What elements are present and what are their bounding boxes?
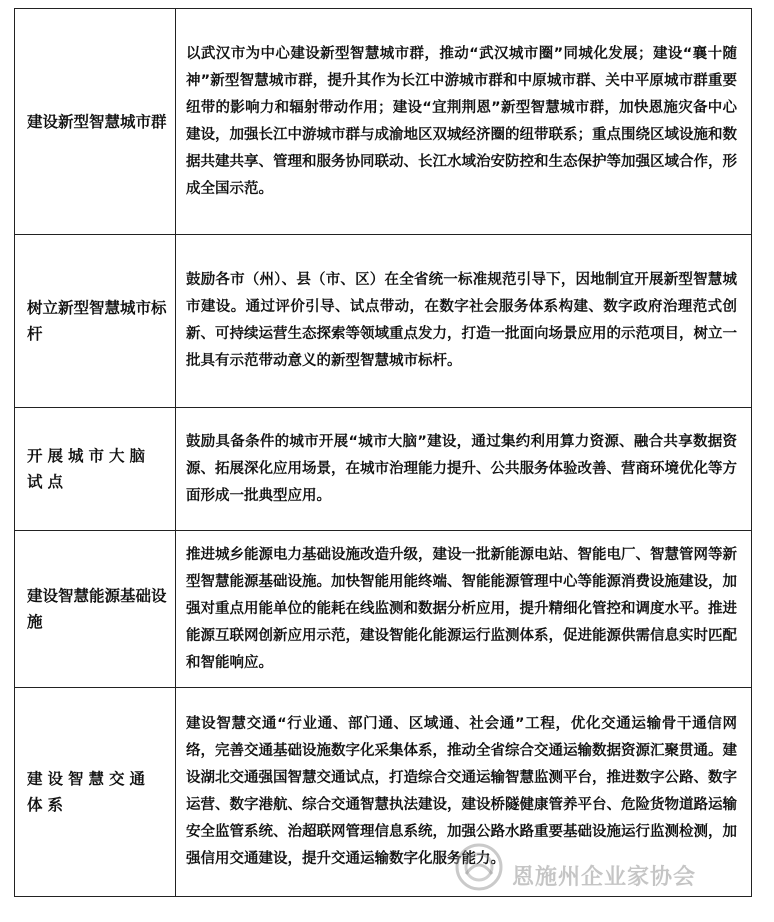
row-description: 鼓励各市（州）、县（市、区）在全省统一标准规范引导下，因地制宜开展新型智慧城市建设。通过评价引导、试点带动，在数字社会服务体系构建、数字政府治理范式创新、可持续运营生态探索等领域重点发力，打造一批面向场景应用的示范项目，树立一批具有示范带动意义的新型智慧城市标杆。: [176, 235, 752, 408]
row-title: 树立新型智慧城市标杆: [15, 235, 176, 408]
watermark-text: 恩施州企业家协会: [512, 865, 697, 890]
document-page: [14, 8, 752, 908]
row-description: 鼓励具备条件的城市开展“城市大脑”建设，通过集约利用算力资源、融合共享数据资源、拓展深化应用场景，在城市治理能力提升、公共服务体验改善、营商环境优化等方面形成一批典型应用。: [176, 408, 752, 531]
table-row: [15, 235, 752, 408]
row-title: 建设新型智慧城市群: [15, 9, 176, 235]
row-description: 建设智慧交通“行业通、部门通、区域通、社会通”工程，优化交通运输骨干通信网络，完善交通基础设施数字化采集体系，推动全省综合交通运输数据资源汇聚贯通。建设湖北交通强国智慧交通试点，打造综合交通运输智慧监测平台，推进数字公路、数字运营、数字港航、综合交通智慧执法建设，建设桥隧健康管养平台、危险货物道路运输安全监管系统、治超联网管理信息系统，加强公路水路重要基础设施运行监测检测，加强信用交通建设，提升交通运输数字化服务能力。: [176, 688, 752, 897]
table-row: [15, 688, 752, 897]
table-row: [15, 408, 752, 531]
row-description: 推进城乡能源电力基础设施改造升级，建设一批新能源电站、智能电厂、智慧管网等新型智慧能源基础设施。加快智能用能终端、智能能源管理中心等能源消费设施建设，加强对重点用能单位的能耗在线监测和数据分析应用，提升精细化管控和调度水平。推进能源互联网创新应用示范，建设智能化能源运行监测体系，促进能源供需信息实时匹配和智能响应。: [176, 531, 752, 688]
row-description: 以武汉市为中心建设新型智慧城市群，推动“武汉城市圈”同城化发展；建设“襄十随神”新型智慧城市群，提升其作为长江中游城市群和中原城市群、关中平原城市群重要纽带的影响力和辐射带动作用；建设“宜荆荆恩”新型智慧城市群，加快恩施灾备中心建设，加强长江中游城市群与成渝地区双城经济圈的纽带联系；重点围绕区域设施和数据共建共享、管理和服务协同联动、长江水域治安防控和生态保护等加强区域合作，形成全国示范。: [176, 9, 752, 235]
row-title: 建设智慧能源基础设施: [15, 531, 176, 688]
policy-table: [14, 8, 752, 897]
row-title: 建设智慧交通体系: [15, 688, 176, 897]
table-row: [15, 9, 752, 235]
table-row: [15, 531, 752, 688]
row-title: 开展城市大脑试点: [15, 408, 176, 531]
